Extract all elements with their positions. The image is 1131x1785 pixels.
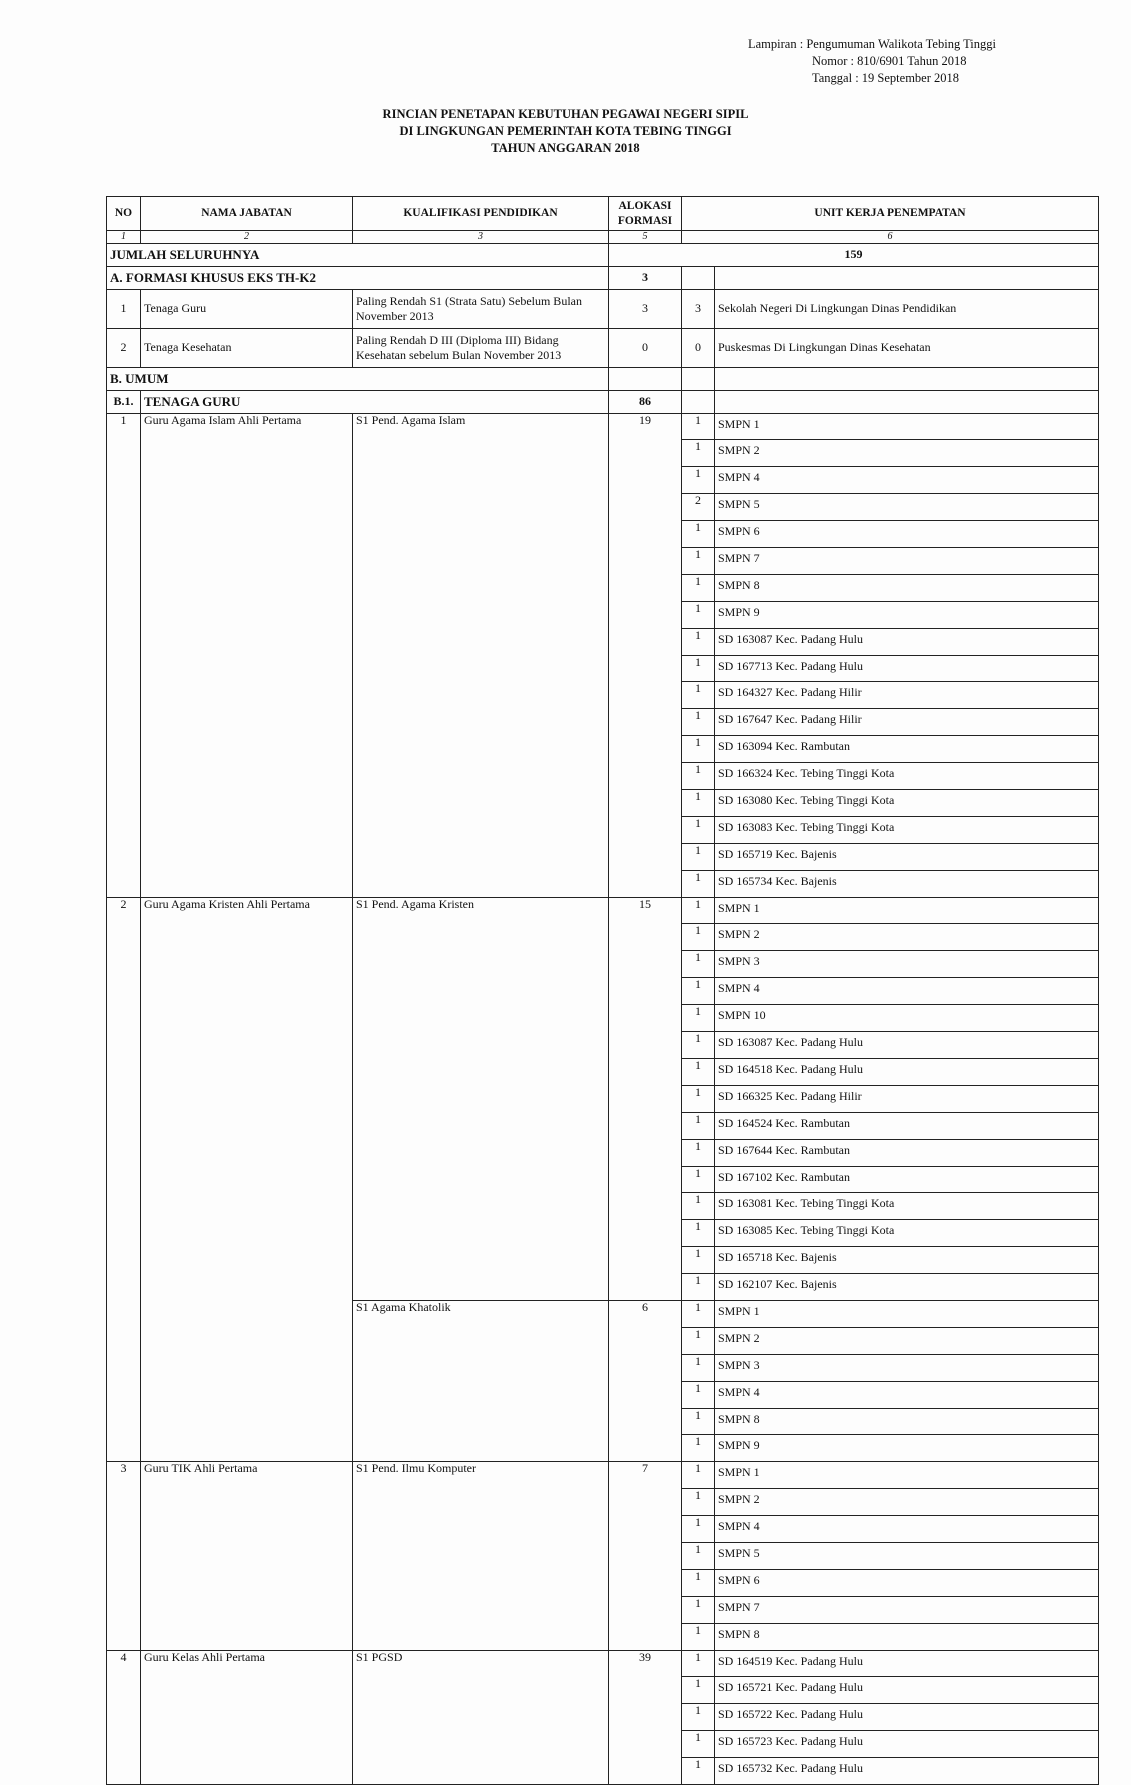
- placement-qty: 1: [682, 1731, 715, 1758]
- col-number: 3: [353, 231, 609, 244]
- col-number: 5: [609, 231, 682, 244]
- placement-unit: SMPN 8: [715, 574, 1099, 601]
- job-kualifikasi: S1 PGSD: [353, 1650, 609, 1784]
- placement-unit: SMPN 7: [715, 548, 1099, 575]
- attachment-info: [748, 36, 996, 87]
- placement-unit: SMPN 1: [715, 1462, 1099, 1489]
- placement-unit: SD 167644 Kec. Rambutan: [715, 1139, 1099, 1166]
- job-nama: Guru Agama Kristen Ahli Pertama: [141, 897, 353, 1462]
- placement-qty: 1: [682, 1596, 715, 1623]
- placement-unit: SMPN 4: [715, 978, 1099, 1005]
- job-no: 3: [107, 1462, 141, 1650]
- placement-qty: 1: [682, 1650, 715, 1677]
- section-b1-label: TENAGA GURU: [141, 390, 609, 413]
- placement-unit: SMPN 1: [715, 1300, 1099, 1327]
- job-alokasi: 7: [609, 1462, 682, 1650]
- placement-qty: 1: [682, 1623, 715, 1650]
- placement-unit: SD 163085 Kec. Tebing Tinggi Kota: [715, 1220, 1099, 1247]
- placement-unit: SD 164519 Kec. Padang Hulu: [715, 1650, 1099, 1677]
- placement-row: [107, 1462, 1099, 1489]
- placement-unit: SMPN 6: [715, 1569, 1099, 1596]
- placement-unit: SD 165723 Kec. Padang Hulu: [715, 1731, 1099, 1758]
- placement-qty: 1: [682, 413, 715, 440]
- placement-unit: SD 163083 Kec. Tebing Tinggi Kota: [715, 816, 1099, 843]
- placement-unit: SD 162107 Kec. Bajenis: [715, 1274, 1099, 1301]
- placement-qty: 1: [682, 1247, 715, 1274]
- placement-qty: 1: [682, 1489, 715, 1516]
- job-nama: Guru Kelas Ahli Pertama: [141, 1650, 353, 1784]
- placement-qty: 1: [682, 628, 715, 655]
- job-no: 2: [107, 897, 141, 1462]
- section-a-row: [107, 289, 1099, 328]
- placement-qty: 1: [682, 1758, 715, 1785]
- row-unit: Sekolah Negeri Di Lingkungan Dinas Pendidikan: [715, 289, 1099, 328]
- row-alokasi: 3: [609, 289, 682, 328]
- placement-unit: SMPN 2: [715, 1327, 1099, 1354]
- placement-unit: SD 164327 Kec. Padang Hilir: [715, 682, 1099, 709]
- section-a-row: [107, 328, 1099, 367]
- placement-unit: SMPN 2: [715, 1489, 1099, 1516]
- placement-unit: SMPN 2: [715, 440, 1099, 467]
- placement-qty: 1: [682, 1381, 715, 1408]
- placement-qty: 1: [682, 1408, 715, 1435]
- placement-qty: 1: [682, 1193, 715, 1220]
- placement-unit: SMPN 8: [715, 1408, 1099, 1435]
- total-label: JUMLAH SELURUHNYA: [107, 244, 609, 267]
- placement-qty: 1: [682, 1139, 715, 1166]
- lampiran-line: Lampiran : Pengumuman Walikota Tebing Tinggi: [748, 37, 996, 51]
- placement-unit: SMPN 4: [715, 1516, 1099, 1543]
- col-header-kualifikasi: KUALIFIKASI PENDIDIKAN: [353, 197, 609, 231]
- placement-qty: 1: [682, 870, 715, 897]
- placement-qty: 1: [682, 790, 715, 817]
- document-title: [0, 106, 1131, 157]
- placement-unit: SMPN 1: [715, 897, 1099, 924]
- job-alokasi: 39: [609, 1650, 682, 1784]
- row-nama: Tenaga Kesehatan: [141, 328, 353, 367]
- row-nama: Tenaga Guru: [141, 289, 353, 328]
- placement-unit: SD 165734 Kec. Bajenis: [715, 870, 1099, 897]
- placement-qty: 1: [682, 1354, 715, 1381]
- placement-qty: 1: [682, 816, 715, 843]
- row-unit: Puskesmas Di Lingkungan Dinas Kesehatan: [715, 328, 1099, 367]
- placement-unit: SMPN 5: [715, 494, 1099, 521]
- placement-unit: SMPN 5: [715, 1542, 1099, 1569]
- col-header-alokasi: ALOKASI FORMASI: [609, 197, 682, 231]
- row-alokasi: 0: [609, 328, 682, 367]
- row-qty: 3: [682, 289, 715, 328]
- job-no: 4: [107, 1650, 141, 1784]
- job-alokasi: 15: [609, 897, 682, 1300]
- col-number: 2: [141, 231, 353, 244]
- row-no: 2: [107, 328, 141, 367]
- col-header-nama: NAMA JABATAN: [141, 197, 353, 231]
- placement-unit: SD 164524 Kec. Rambutan: [715, 1112, 1099, 1139]
- placement-qty: 1: [682, 601, 715, 628]
- placement-qty: 1: [682, 1058, 715, 1085]
- placement-qty: 1: [682, 1677, 715, 1704]
- placement-unit: SD 165732 Kec. Padang Hulu: [715, 1758, 1099, 1785]
- placement-unit: SMPN 3: [715, 951, 1099, 978]
- col-header-unit: UNIT KERJA PENEMPATAN: [682, 197, 1099, 231]
- row-no: 1: [107, 289, 141, 328]
- placement-qty: 1: [682, 1327, 715, 1354]
- job-kualifikasi: S1 Pend. Ilmu Komputer: [353, 1462, 609, 1650]
- title-line-1: RINCIAN PENETAPAN KEBUTUHAN PEGAWAI NEGERI SIPIL: [382, 107, 749, 121]
- placement-qty: 1: [682, 1112, 715, 1139]
- placement-qty: 1: [682, 440, 715, 467]
- job-alokasi: 19: [609, 413, 682, 897]
- placement-unit: SD 166325 Kec. Padang Hilir: [715, 1085, 1099, 1112]
- section-a-value: 3: [609, 266, 682, 289]
- placement-unit: SD 167713 Kec. Padang Hulu: [715, 655, 1099, 682]
- row-qty: 0: [682, 328, 715, 367]
- placement-qty: 1: [682, 1220, 715, 1247]
- placement-qty: 1: [682, 1542, 715, 1569]
- placement-unit: SD 166324 Kec. Tebing Tinggi Kota: [715, 763, 1099, 790]
- placement-unit: SMPN 3: [715, 1354, 1099, 1381]
- placement-qty: 1: [682, 978, 715, 1005]
- row-kualifikasi: Paling Rendah S1 (Strata Satu) Sebelum Bulan November 2013: [353, 289, 609, 328]
- placement-unit: SD 167102 Kec. Rambutan: [715, 1166, 1099, 1193]
- job-kualifikasi: S1 Pend. Agama Kristen: [353, 897, 609, 1300]
- col-header-no: NO: [107, 197, 141, 231]
- placement-qty: 1: [682, 951, 715, 978]
- placement-qty: 1: [682, 1085, 715, 1112]
- title-line-2: DI LINGKUNGAN PEMERINTAH KOTA TEBING TINGGI: [399, 124, 732, 138]
- placement-qty: 1: [682, 763, 715, 790]
- placement-unit: SMPN 4: [715, 467, 1099, 494]
- placement-qty: 1: [682, 709, 715, 736]
- placement-unit: SD 163094 Kec. Rambutan: [715, 736, 1099, 763]
- col-number: 6: [682, 231, 1099, 244]
- placement-unit: SD 163087 Kec. Padang Hulu: [715, 1032, 1099, 1059]
- row-kualifikasi: Paling Rendah D III (Diploma III) Bidang Kesehatan sebelum Bulan November 2013: [353, 328, 609, 367]
- placement-qty: 1: [682, 1462, 715, 1489]
- placement-unit: SMPN 2: [715, 924, 1099, 951]
- placement-qty: 1: [682, 1166, 715, 1193]
- placement-unit: SMPN 7: [715, 1596, 1099, 1623]
- placement-qty: 1: [682, 521, 715, 548]
- placement-unit: SD 165721 Kec. Padang Hulu: [715, 1677, 1099, 1704]
- placement-qty: 1: [682, 467, 715, 494]
- placement-unit: SMPN 8: [715, 1623, 1099, 1650]
- placement-unit: SMPN 1: [715, 413, 1099, 440]
- job-kualifikasi: S1 Pend. Agama Islam: [353, 413, 609, 897]
- job-alokasi: 6: [609, 1300, 682, 1461]
- placement-row: [107, 1650, 1099, 1677]
- section-b1-value: 86: [609, 390, 682, 413]
- placement-qty: 1: [682, 1300, 715, 1327]
- section-b1-code: B.1.: [107, 390, 141, 413]
- placement-qty: 1: [682, 548, 715, 575]
- placement-unit: SD 165719 Kec. Bajenis: [715, 843, 1099, 870]
- placement-unit: SD 164518 Kec. Padang Hulu: [715, 1058, 1099, 1085]
- section-b-label: B. UMUM: [107, 367, 609, 390]
- title-line-3: TAHUN ANGGARAN 2018: [491, 141, 640, 155]
- placement-qty: 1: [682, 682, 715, 709]
- placement-unit: SD 163080 Kec. Tebing Tinggi Kota: [715, 790, 1099, 817]
- placement-qty: 1: [682, 924, 715, 951]
- col-number: 1: [107, 231, 141, 244]
- section-a-label: A. FORMASI KHUSUS EKS TH-K2: [107, 266, 609, 289]
- placement-qty: 1: [682, 574, 715, 601]
- placement-qty: 1: [682, 655, 715, 682]
- placement-unit: SMPN 6: [715, 521, 1099, 548]
- placement-qty: 1: [682, 1516, 715, 1543]
- placement-qty: 1: [682, 1704, 715, 1731]
- placement-qty: 1: [682, 1569, 715, 1596]
- placement-unit: SMPN 9: [715, 1435, 1099, 1462]
- tanggal-line: Tanggal : 19 September 2018: [812, 71, 960, 85]
- placement-unit: SMPN 10: [715, 1005, 1099, 1032]
- job-nama: Guru Agama Islam Ahli Pertama: [141, 413, 353, 897]
- placement-unit: SMPN 9: [715, 601, 1099, 628]
- placement-qty: 1: [682, 1435, 715, 1462]
- placement-qty: 1: [682, 1274, 715, 1301]
- placement-unit: SMPN 4: [715, 1381, 1099, 1408]
- job-nama: Guru TIK Ahli Pertama: [141, 1462, 353, 1650]
- placement-qty: 1: [682, 1032, 715, 1059]
- total-value: 159: [609, 244, 1099, 267]
- placement-row: [107, 413, 1099, 440]
- placement-unit: SD 165718 Kec. Bajenis: [715, 1247, 1099, 1274]
- placement-unit: SD 167647 Kec. Padang Hilir: [715, 709, 1099, 736]
- placement-qty: 1: [682, 897, 715, 924]
- placement-unit: SD 165722 Kec. Padang Hulu: [715, 1704, 1099, 1731]
- placement-qty: 1: [682, 1005, 715, 1032]
- job-kualifikasi: S1 Agama Khatolik: [353, 1300, 609, 1461]
- placement-unit: SD 163087 Kec. Padang Hulu: [715, 628, 1099, 655]
- formation-table: [106, 196, 1099, 1785]
- placement-unit: SD 163081 Kec. Tebing Tinggi Kota: [715, 1193, 1099, 1220]
- placement-qty: 1: [682, 843, 715, 870]
- nomor-line: Nomor : 810/6901 Tahun 2018: [812, 54, 967, 68]
- placement-qty: 1: [682, 736, 715, 763]
- job-no: 1: [107, 413, 141, 897]
- placement-qty: 2: [682, 494, 715, 521]
- placement-row: [107, 897, 1099, 924]
